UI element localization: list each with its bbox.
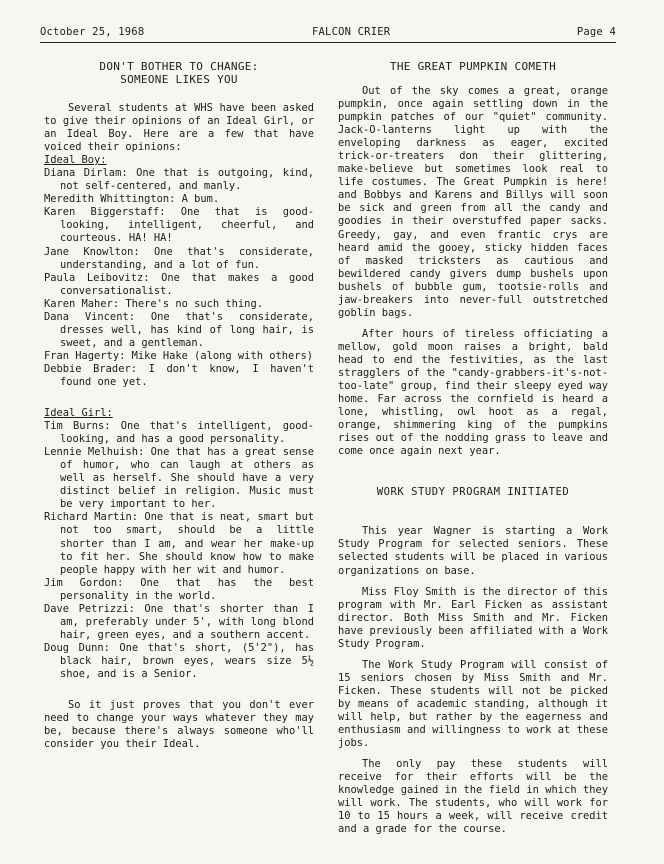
closing-paragraph: So it just proves that you don't ever need to change your ways whatever they may be, because there's always someone who'll consider you their Ideal. [44, 699, 314, 751]
boy-entry: Paula Leibovitz: One that makes a good conversationalist. [44, 271, 314, 297]
boy-entry: Fran Hagerty: Mike Hake (along with others) [44, 349, 313, 362]
right-column [338, 60, 608, 836]
page-number: Page 4 [576, 26, 616, 38]
work-study-paragraph-1: This year Wagner is starting a Work Study Program for selected seniors. These selected students will be placed in various organizations on base. [338, 525, 608, 577]
girl-entry: Tim Burns: One that's intelligent, good-looking, and has a good personality. [44, 420, 314, 446]
boy-entry: Diana Dirlam: One that is outgoing, kind, not self-centered, and manly. [44, 167, 314, 193]
girl-entry: Richard Martin: One that is neat, smart but not too smart, should be a little shorter than I am, and wear her make-up to fit her. She should know how to make people happy with her wit and humor. [44, 511, 314, 576]
headline-line-2: SOMEONE LIKES YOU [120, 73, 238, 86]
boy-entry: Karen Maher: There's no such thing. [44, 297, 263, 310]
girl-entry: Jim Gordon: One that has the best personality in the world. [44, 576, 314, 602]
ideal-boy-heading: Ideal Boy: [44, 154, 107, 167]
work-study-paragraph-4: The only pay these students will receive for their efforts will be the knowledge gained in the field in which they will work. The students, who will work for 10 to 15 hours a week, will receive credit and a grade for the course. [338, 758, 608, 836]
pumpkin-article-headline: THE GREAT PUMPKIN COMETH [389, 60, 557, 73]
pumpkin-paragraph-2: After hours of tireless officiating a mellow, gold moon raises a bright, bald head to end the festivities, as the last stragglers of the "candy-grabbers-it's-not-too-late" group, find their sleepy eyed way home. Far across the cornfield is heard a lone, whistling, owl hoot as a regal, orange, shimmering king of the pumpkins rises out of the nodding grass to leave and come once again next year. [338, 327, 608, 458]
pumpkin-paragraph-1: Out of the sky comes a great, orange pumpkin, once again settling down in the pumpkin patches of our "quiet" community. Jack-O-lanterns light up with the enveloping darkness as eager, excited trick-or-treaters don their glittering, make-believe but sometimes look real to life costumes. The Great Pumpkin is here! and Bobbys and Karens and Billys will soon be sick and green from all the candy and goodies in their overstuffed paper sacks. Greedy, gay, and even frantic crys are heard amid the gooey, sticky hidden faces of masked tricksters as cautious and bewildered candy givers dump bushels upon bushels of bubble gum, tootsie-rolls and jaw-breakers into never-full outstretched goblin bags. [338, 85, 608, 319]
boy-entry: Meredith Whittington: A bum. [44, 193, 220, 206]
boy-entry: Dana Vincent: One that's considerate, dresses well, has kind of long hair, is sweet, and a gentleman. [44, 310, 314, 349]
intro-paragraph: Several students at WHS have been asked to give their opinions of an Ideal Girl, or an Ideal Boy. Here are a few that have voiced their opinions: [44, 102, 314, 154]
boy-entry: Karen Biggerstaff: One that is good-looking, intelligent, cheerful, and courteous. HA! HA! [44, 206, 314, 245]
header-rule [40, 42, 616, 43]
work-study-paragraph-2: Miss Floy Smith is the director of this program with Mr. Earl Ficken as assistant director. Both Miss Smith and Mr. Ficken have previously been affiliated with a Work Study Program. [338, 585, 608, 650]
girl-entry: Lennie Melhuish: One that has a great sense of humor, who can laugh at others as well as herself. She should have a very distinct belief in religion. Music must be very important to her. [44, 446, 314, 511]
left-column [44, 60, 314, 751]
newspaper-title: FALCON CRIER [312, 26, 391, 38]
issue-date: October 25, 1968 [40, 26, 145, 38]
headline-line-1: DON'T BOTHER TO CHANGE: [99, 60, 259, 73]
work-study-headline: WORK STUDY PROGRAM INITIATED [376, 486, 570, 499]
work-study-paragraph-3: The Work Study Program will consist of 15 seniors chosen by Miss Smith and Mr. Ficken. These students will not be picked by means of academic standing, although it will help, but rather by the eagerness and enthusiasm and willingness to work at these jobs. [338, 658, 608, 750]
ideal-girl-heading: Ideal Girl: [44, 407, 113, 420]
boy-entry: Jane Knowlton: One that's considerate, understanding, and a lot of fun. [44, 245, 314, 271]
ideal-article-headline [44, 60, 314, 86]
girl-entry: Doug Dunn: One that's short, (5'2"), has black hair, brown eyes, wears size 5½ shoe, and is a Senior. [44, 641, 314, 680]
page-header [40, 26, 616, 42]
girl-entry: Dave Petrizzi: One that's shorter than I am, preferably under 5', with long blond hair, green eyes, and a southern accent. [44, 602, 314, 641]
boy-entry: Debbie Brader: I don't know, I haven't found one yet. [44, 362, 314, 388]
